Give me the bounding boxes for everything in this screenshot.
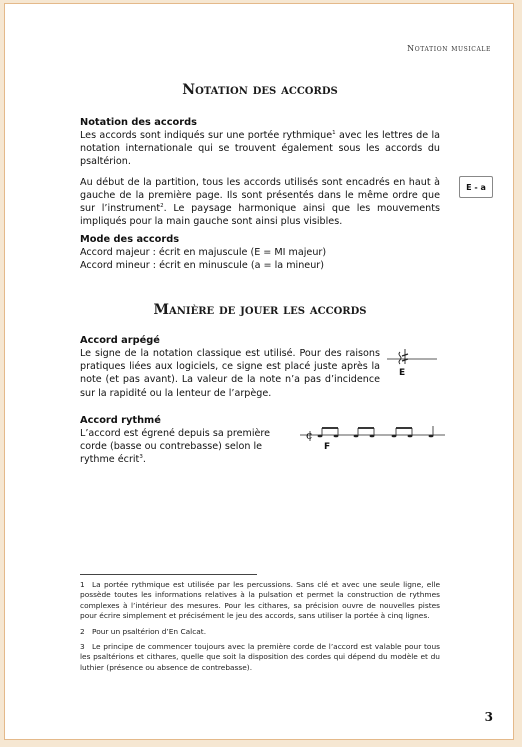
notation-block <box>80 116 440 228</box>
footnote-ref-3[interactable]: 3 <box>139 454 143 461</box>
mode-heading: Mode des accords <box>80 234 180 245</box>
notation-paragraph-1: Les accords sont indiqués sur une portée rythmique$^1$ avec les lettres de la notation internationale qui se trouvent également sous les accords du psaltérion. <box>80 130 440 168</box>
footnote-1: 1 La portée rythmique est utilisée par les percussions. Sans clé et avec une seule ligne, elle possède toutes les informations relatives à la pulsation et permet la construction de rythmes complexes à l’intérieur des mesures. Pour les cithares, sa précision ouvre de nouvelles pistes pour écrire simplement et précisément le jeu des accords, sans utiliser la portée à cinq lignes. <box>80 580 440 621</box>
rythme-block <box>80 414 288 467</box>
arpege-text: Le signe de la notation classique est utilisé. Pour des raisons pratiques liées aux logiciels, ce signe est placé juste après la note (et pas avant). La valeur de la note n’a pas d’incidence sur la rapidité ou la lenteur de l’arpège. <box>80 348 380 399</box>
rythme-heading: Accord rythmé <box>80 415 161 426</box>
notation-heading: Notation des accords <box>80 117 197 128</box>
arpege-block <box>80 334 380 400</box>
mode-line-minor: Accord mineur : écrit en minuscule (a = la mineur) <box>80 260 324 272</box>
footnotes <box>80 580 440 678</box>
section-title-chord-notation: Notation des accords <box>182 82 338 98</box>
footnote-ref-2[interactable]: 2 <box>160 203 164 210</box>
arpege-heading: Accord arpégé <box>80 335 160 346</box>
footnote-ref-1[interactable]: 1 <box>332 130 336 136</box>
rythme-text: L’accord est égrené depuis sa première corde (basse ou contrebasse) selon le rythme écrit$^3$. <box>80 428 271 466</box>
arpeggio-chord-label: E <box>399 368 406 378</box>
arpeggio-notation <box>387 344 447 380</box>
notation-paragraph-2: Au début de la partition, tous les accords utilisés sont encadrés en haut à gauche de la première page. Ils sont présentés dans le même ordre que sur l’instrument$^2$. Le paysage harmonique ainsi que les mouvements impliqués pour la main gauche sont ainsi plus visibles. <box>80 176 440 228</box>
footnote-3: 3 Le principe de commencer toujours avec la première corde de l’accord est valable pour tous les psaltérions et cithares, quelle que soit la disposition des cordes qui dépend du modèle et du luthier (présence ou absence de contrebasse). <box>80 642 440 672</box>
section-title-playing-chords: Manière de jouer les accords <box>153 302 367 318</box>
footnote-2: 2 Pour un psaltérion d’En Calcat. <box>80 626 207 636</box>
chord-box: E - a <box>459 176 493 198</box>
arpeggio-wave <box>399 352 401 364</box>
common-time-sign: c <box>306 429 313 442</box>
footnote-rule <box>80 574 257 575</box>
rhythm-notation <box>300 422 450 454</box>
mode-block <box>80 233 440 272</box>
mode-line-major: Accord majeur : écrit en majuscule (E = MI majeur) <box>80 247 327 258</box>
document-page <box>4 3 514 740</box>
page-number: 3 <box>484 710 493 724</box>
running-header: Notation musicale <box>407 44 491 53</box>
rhythm-chord-label: F <box>324 442 331 452</box>
